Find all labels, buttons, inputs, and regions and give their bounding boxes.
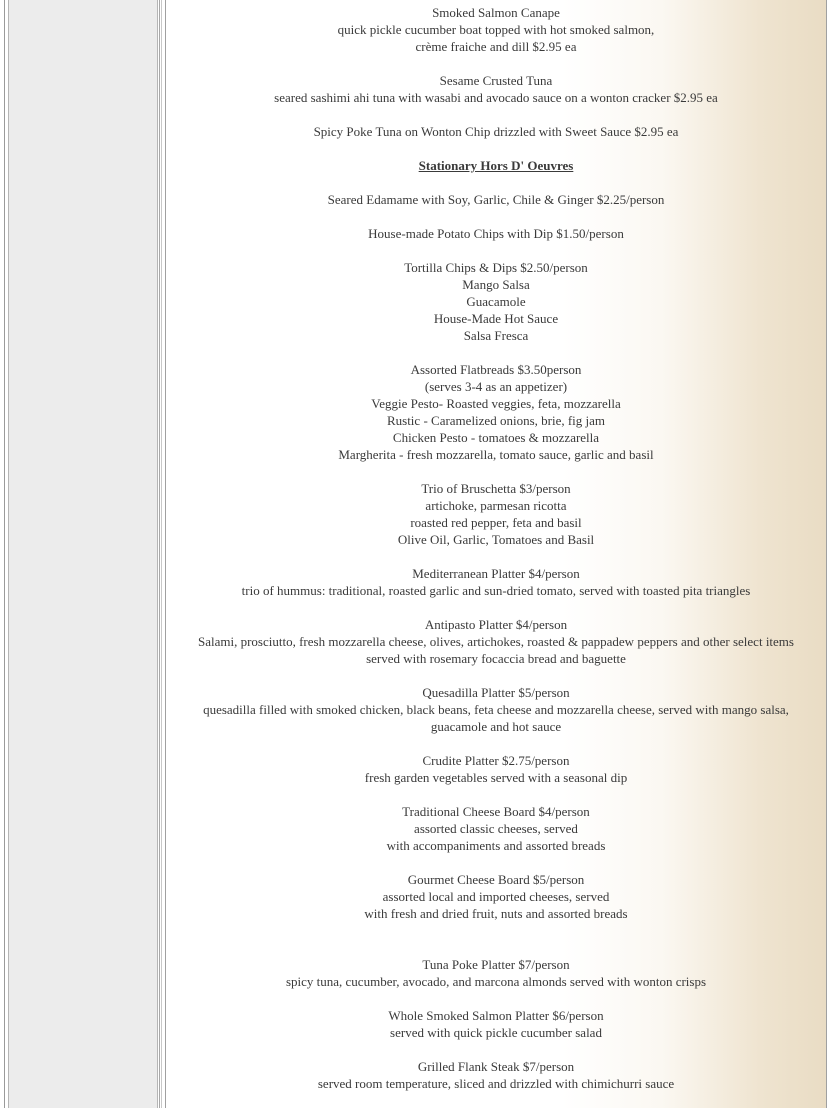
menu-item (166, 956, 826, 990)
menu-item-name: Mediterranean Platter $4/person (412, 566, 580, 581)
menu-item-description: (serves 3-4 as an appetizer) (424, 379, 568, 394)
menu-item (166, 1007, 826, 1041)
menu-item (166, 752, 826, 786)
menu-item-description: Rustic - Caramelized onions, brie, fig jam (386, 413, 606, 428)
menu-item (166, 225, 826, 242)
menu-item-name: Gourmet Cheese Board $5/person (407, 872, 585, 887)
menu-item-description: artichoke, parmesan ricotta (425, 498, 567, 513)
menu-item-name: Tortilla Chips & Dips $2.50/person (404, 260, 588, 275)
menu-item-description: roasted red pepper, feta and basil (410, 515, 582, 530)
menu-item-description: quick pickle cucumber boat topped with hot smoked salmon, (337, 22, 655, 37)
menu-item-description: assorted classic cheeses, served (414, 821, 578, 836)
column-divider (159, 0, 160, 1108)
menu-item-description: trio of hummus: traditional, roasted garlic and sun-dried tomato, served with toasted pita triangles (241, 583, 751, 598)
menu-item-description: quesadilla filled with smoked chicken, black beans, feta cheese and mozzarella cheese, served with mango salsa, guacamole and hot sauce (203, 702, 789, 734)
menu-item-description: served with quick pickle cucumber salad (390, 1025, 602, 1040)
menu-item-description: Salami, prosciutto, fresh mozzarella cheese, olives, artichokes, roasted & pappadew peppers and other select items served with rosemary focaccia bread and baguette (198, 634, 794, 666)
menu-item-description: with fresh and dried fruit, nuts and assorted breads (364, 906, 628, 921)
menu-item-description: assorted local and imported cheeses, served (382, 889, 610, 904)
menu-item-description: seared sashimi ahi tuna with wasabi and avocado sauce on a wonton cracker $2.95 ea (274, 90, 718, 105)
menu-list (166, 0, 826, 1092)
menu-item-name: Antipasto Platter $4/person (424, 617, 568, 632)
menu-item-name: Sesame Crusted Tuna (439, 73, 553, 88)
menu-item-name: Crudite Platter $2.75/person (422, 753, 570, 768)
menu-item-name: Seared Edamame with Soy, Garlic, Chile & Ginger $2.25/person (327, 192, 665, 207)
menu-item (166, 616, 826, 667)
frame-border-left (4, 0, 5, 1108)
menu-item-description: with accompaniments and assorted breads (386, 838, 606, 853)
menu-item-description: crème fraiche and dill $2.95 ea (415, 39, 577, 54)
menu-item (166, 684, 826, 735)
menu-item (166, 1058, 826, 1092)
menu-item-description: Margherita - fresh mozzarella, tomato sauce, garlic and basil (338, 447, 654, 462)
menu-item-name: Tuna Poke Platter $7/person (422, 957, 570, 972)
menu-item-name: Whole Smoked Salmon Platter $6/person (388, 1008, 604, 1023)
menu-item (166, 871, 826, 922)
menu-content-panel (165, 0, 827, 1108)
column-divider-inner (161, 0, 162, 1108)
menu-item-name: Traditional Cheese Board $4/person (402, 804, 590, 819)
menu-item (166, 259, 826, 344)
menu-item-name: House-made Potato Chips with Dip $1.50/person (368, 226, 624, 241)
menu-item-description: Olive Oil, Garlic, Tomatoes and Basil (397, 532, 595, 547)
menu-item-description: Salsa Fresca (463, 328, 529, 343)
section-heading: Stationary Hors D' Oeuvres (418, 158, 574, 173)
menu-item-description: Veggie Pesto- Roasted veggies, feta, mozzarella (371, 396, 621, 411)
left-sidebar (8, 0, 158, 1108)
menu-item-name: Smoked Salmon Canape (432, 5, 560, 20)
menu-item (166, 4, 826, 55)
menu-item-description: House-Made Hot Sauce (433, 311, 559, 326)
menu-item (166, 565, 826, 599)
menu-item (166, 191, 826, 208)
menu-item-description: spicy tuna, cucumber, avocado, and marcona almonds served with wonton crisps (285, 974, 707, 989)
menu-item-name: Assorted Flatbreads $3.50person (410, 362, 582, 377)
menu-item (166, 803, 826, 854)
menu-item-description: fresh garden vegetables served with a seasonal dip (364, 770, 628, 785)
menu-item (166, 361, 826, 463)
menu-item (166, 480, 826, 548)
menu-item-name: Spicy Poke Tuna on Wonton Chip drizzled with Sweet Sauce $2.95 ea (313, 124, 679, 139)
section-heading-block (166, 157, 826, 174)
menu-item-description: Guacamole (466, 294, 526, 309)
blank-spacer (166, 939, 826, 956)
menu-item-description: Chicken Pesto - tomatoes & mozzarella (392, 430, 600, 445)
menu-item-description: Mango Salsa (462, 277, 530, 292)
menu-item (166, 123, 826, 140)
menu-item (166, 72, 826, 106)
menu-item-description: served room temperature, sliced and drizzled with chimichurri sauce (317, 1076, 675, 1091)
menu-item-name: Trio of Bruschetta $3/person (421, 481, 571, 496)
menu-item-name: Quesadilla Platter $5/person (422, 685, 570, 700)
menu-item-name: Grilled Flank Steak $7/person (417, 1059, 575, 1074)
